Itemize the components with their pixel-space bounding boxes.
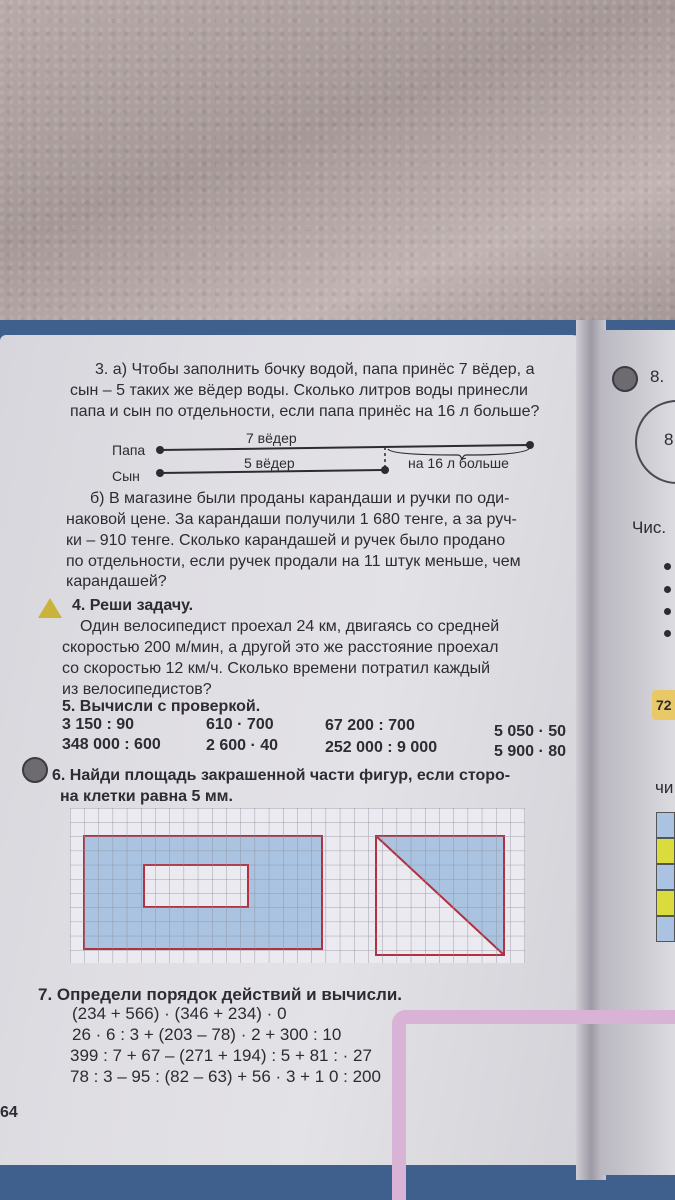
task5-r1c3: 67 200 : 700 <box>325 717 415 734</box>
son-label: Сын <box>112 468 140 484</box>
task3b-line3: ки – 910 тенге. Сколько карандашей и ручек было продано <box>66 532 506 549</box>
son-start-dot <box>156 469 164 477</box>
task6-line1: 6. Найди площадь закрашенной части фигур, если сторо- <box>52 767 511 784</box>
task4-line2: скоростью 200 м/мин, а другой это же расстояние проехал <box>62 639 499 656</box>
task4-line1: Один велосипедист проехал 24 км, двигаясь со средней <box>80 618 500 635</box>
task5-r2c2: 2 600 · 40 <box>206 737 279 754</box>
bullet-dot <box>664 586 671 593</box>
papa-caption: 7 вёдер <box>246 430 297 446</box>
task3-line2: сын – 5 таких же вёдер воды. Сколько литров воды принесли <box>70 382 528 399</box>
task5-r1c2: 610 · 700 <box>206 716 274 733</box>
grid-figure <box>70 808 530 968</box>
task7-expr3: 399 : 7 + 67 – (271 + 194) : 5 + 81 : · 27 <box>70 1046 372 1065</box>
thinking-icon-right <box>612 366 638 392</box>
right-word-2: чи <box>655 778 674 797</box>
task7-expr1: (234 + 566) · (346 + 234) · 0 <box>72 1004 287 1023</box>
difference-caption: на 16 л больше <box>408 455 509 471</box>
color-box-yellow <box>656 890 675 916</box>
thinking-icon <box>22 757 48 783</box>
task6-line2: на клетки равна 5 мм. <box>60 788 233 805</box>
task3b-line1: б) В магазине были проданы карандаши и ручки по оди- <box>90 490 510 507</box>
task5-r1c1: 3 150 : 90 <box>62 716 135 733</box>
warning-icon <box>38 598 62 618</box>
task5-r2c3: 252 000 : 9 000 <box>325 739 438 756</box>
task4-line4: из велосипедистов? <box>62 681 212 698</box>
color-box-blue <box>656 864 675 890</box>
task3-line1: 3. а) Чтобы заполнить бочку водой, папа принёс 7 вёдер, а <box>95 361 535 378</box>
right-circle-digit: 8 <box>664 430 674 449</box>
color-box-blue <box>656 812 675 838</box>
page-number: 64 <box>0 1104 18 1121</box>
grid-lines <box>70 808 525 963</box>
right-word-1: Чис. <box>632 518 667 537</box>
task5-r2c4: 5 900 · 80 <box>494 743 567 760</box>
papa-label: Папа <box>112 442 146 458</box>
color-box-yellow <box>656 838 675 864</box>
bullet-dot <box>664 563 671 570</box>
wall-background <box>0 0 675 360</box>
papa-start-dot <box>156 446 164 454</box>
task3b-line5: карандашей? <box>66 573 167 590</box>
task3b-line4: по отдельности, если ручек продали на 11 штук меньше, чем <box>66 553 521 570</box>
son-caption: 5 вёдер <box>244 455 295 471</box>
color-box-blue <box>656 916 675 942</box>
task4-line3: со скоростью 12 км/ч. Сколько времени потратил каждый <box>62 660 491 677</box>
task3-line3: папа и сын по отдельности, если папа принёс на 16 л больше? <box>70 403 540 420</box>
right-task-number: 8. <box>650 367 665 386</box>
task3b-line2: наковой цене. За карандаши получили 1 680 тенге, а за руч- <box>66 511 517 528</box>
pink-clip <box>392 1010 675 1200</box>
bullet-dot <box>664 630 671 637</box>
task5-r2c1: 348 000 : 600 <box>62 736 161 753</box>
right-badge-number: 72 <box>656 697 672 713</box>
task5-r1c4: 5 050 · 50 <box>494 723 567 740</box>
task7-expr4: 78 : 3 – 95 : (82 – 63) + 56 · 3 + 1 0 : 200 <box>70 1067 381 1086</box>
papa-segment <box>160 445 530 450</box>
task7-title: 7. Определи порядок действий и вычисли. <box>38 985 403 1004</box>
task7-expr2: 26 · 6 : 3 + (203 – 78) · 2 + 300 : 10 <box>72 1025 342 1044</box>
bullet-dot <box>664 608 671 615</box>
task4-title: 4. Реши задачу. <box>72 597 194 614</box>
task5-title: 5. Вычисли с проверкой. <box>62 698 261 715</box>
